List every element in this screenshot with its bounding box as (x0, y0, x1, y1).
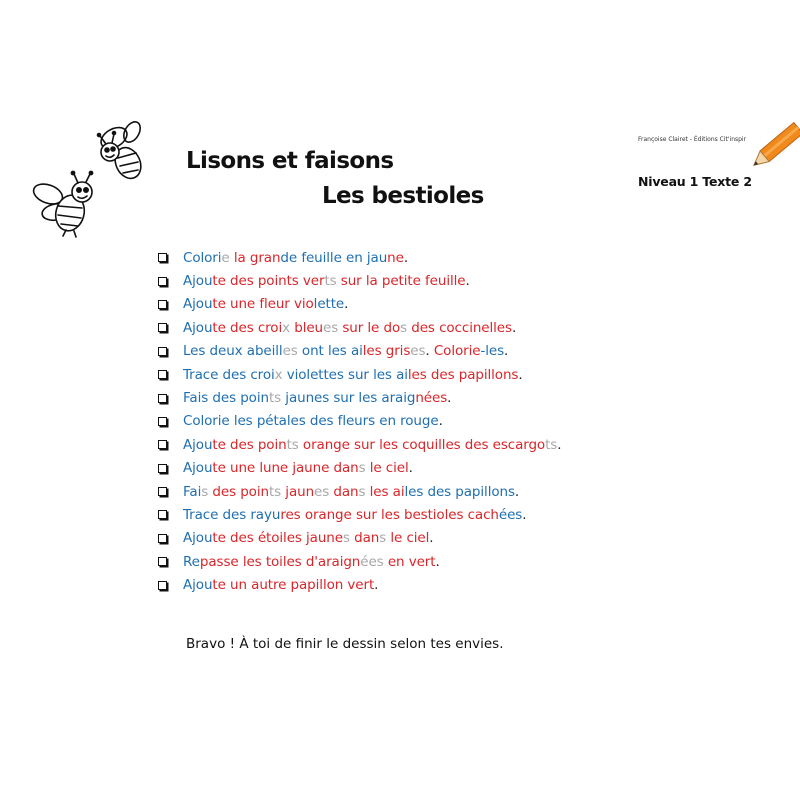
instruction-segment: rouge (400, 413, 439, 430)
instruction-segment: es (410, 343, 426, 360)
instruction-segment: toiles (265, 553, 302, 570)
orange-pencil-icon (748, 118, 800, 178)
instruction-segment: ts (268, 390, 282, 407)
instruction-segment: orange (302, 436, 350, 453)
instruction-segment: coccinelles (439, 319, 512, 336)
instruction-segment: ées (360, 553, 384, 570)
instruction-segment: jaunes (285, 390, 330, 407)
instruction-segment: ciel (385, 460, 409, 477)
instruction-segment: la (233, 249, 246, 266)
instruction-segment: . (522, 506, 527, 523)
instruction-item (158, 246, 561, 269)
instruction-segment: sur (333, 390, 355, 407)
instruction-text (183, 437, 561, 453)
instruction-segment: vert (347, 577, 375, 594)
instruction-item (158, 269, 561, 292)
instruction-segment: . (435, 553, 440, 570)
instruction-text (183, 250, 408, 266)
instruction-segment: des (230, 436, 254, 453)
instruction-segment: Les (183, 343, 206, 360)
instruction-segment: les (242, 553, 262, 570)
instruction-segment: les (362, 343, 382, 360)
instruction-segment: te (212, 460, 226, 477)
instruction-segment: jau (366, 249, 388, 266)
instruction-segment: Ajou (183, 436, 213, 453)
checkbox-square-icon[interactable] (158, 277, 167, 286)
instruction-segment: . (344, 296, 349, 313)
instruction-segment: s (342, 530, 350, 547)
checkbox-square-icon[interactable] (158, 581, 167, 590)
instruction-item (158, 316, 561, 339)
instruction-segment: rayu (250, 506, 281, 523)
instruction-segment: les (373, 366, 392, 383)
instruction-segment: les (369, 483, 389, 500)
instruction-segment: des (309, 413, 334, 430)
instruction-list (158, 246, 561, 597)
checkbox-square-icon[interactable] (158, 417, 167, 426)
instruction-segment: poin (240, 390, 269, 407)
checkbox-square-icon[interactable] (158, 323, 167, 332)
instruction-segment: vert (408, 553, 436, 570)
instruction-segment: jaune (292, 460, 330, 477)
instruction-segment: dan (354, 530, 380, 547)
instruction-segment: une (230, 296, 256, 313)
instruction-segment: des (230, 530, 254, 547)
instruction-segment: la (365, 273, 378, 290)
instruction-segment: croi (250, 366, 275, 383)
instruction-segment: ai (392, 483, 405, 500)
instruction-segment: lette (313, 296, 345, 313)
instruction-segment: s (379, 530, 387, 547)
instruction-segment: te (212, 577, 226, 594)
instruction-segment: . (447, 390, 452, 407)
checkbox-square-icon[interactable] (158, 557, 167, 566)
instruction-segment: une (230, 460, 256, 477)
instruction-segment: étoiles (257, 530, 302, 547)
instruction-segment: sur (348, 366, 369, 383)
instruction-text (183, 460, 413, 476)
instruction-segment: Ajou (183, 530, 213, 547)
instruction-segment: . (374, 577, 379, 594)
instruction-segment: jaun (285, 483, 315, 500)
instruction-item (158, 480, 561, 503)
instruction-item (158, 503, 561, 526)
instruction-segment: un (230, 577, 247, 594)
page-title-line1: Lisons et faisons (186, 148, 394, 174)
instruction-segment: Trace (183, 506, 219, 523)
instruction-segment: x (282, 319, 291, 336)
instruction-segment: te (212, 530, 226, 547)
instruction-segment: Ajou (183, 296, 213, 313)
instruction-segment: des (464, 436, 489, 453)
instruction-segment: points (257, 273, 299, 290)
instruction-segment: s (358, 483, 366, 500)
instruction-segment: Re (183, 553, 200, 570)
instruction-segment: les (407, 366, 427, 383)
instruction-item (158, 293, 561, 316)
instruction-segment: sur (355, 506, 377, 523)
instruction-segment: orange (304, 506, 352, 523)
instruction-segment: autre (251, 577, 287, 594)
instruction-segment: deux (209, 343, 243, 360)
instruction-text (183, 530, 433, 546)
instruction-item (158, 573, 561, 596)
instruction-segment: Trace (183, 366, 219, 383)
instruction-segment: des (222, 506, 247, 523)
level-label: Niveau 1 Texte 2 (638, 174, 752, 189)
instruction-segment: passe (199, 553, 239, 570)
instruction-segment: papillon (290, 577, 344, 594)
instruction-segment: Ajou (183, 319, 213, 336)
instruction-item (158, 340, 561, 363)
instruction-segment: Ajou (183, 273, 213, 290)
instruction-text (183, 577, 378, 593)
instruction-segment: . (465, 273, 470, 290)
instruction-item (158, 433, 561, 456)
instruction-segment: Fai (183, 483, 202, 500)
checkbox-square-icon[interactable] (158, 440, 167, 449)
instruction-segment: ts (545, 436, 558, 453)
instruction-segment: Colorie (183, 413, 230, 430)
instruction-segment: des (230, 319, 254, 336)
instruction-segment: d'araign (305, 553, 361, 570)
instruction-segment: des (222, 366, 247, 383)
instruction-segment: te (212, 296, 226, 313)
instruction-segment: dan (333, 483, 359, 500)
instruction-segment: des (430, 366, 455, 383)
instruction-segment: ts (324, 273, 337, 290)
instruction-segment: . (438, 413, 443, 430)
page-title-line2: Les bestioles (322, 183, 484, 209)
instruction-segment: Fais (183, 390, 209, 407)
instruction-segment: te (212, 319, 226, 336)
instruction-segment: sur (354, 436, 375, 453)
checkbox-square-icon[interactable] (158, 534, 167, 543)
instruction-segment: les (379, 436, 398, 453)
instruction-segment: les (358, 390, 378, 407)
instruction-segment: x (274, 366, 283, 383)
instruction-segment: bleu (294, 319, 324, 336)
instruction-segment: les (380, 506, 400, 523)
instruction-segment: poin (257, 436, 287, 453)
instruction-segment: ts (268, 483, 282, 500)
instruction-text (183, 367, 523, 383)
instruction-segment: es (314, 483, 330, 500)
instruction-segment: . (429, 530, 434, 547)
instruction-segment: des (212, 390, 236, 407)
instruction-segment: s (358, 460, 366, 477)
instruction-segment: . (504, 343, 509, 360)
checkbox-square-icon[interactable] (158, 300, 167, 309)
instruction-segment: . (403, 249, 409, 266)
checkbox-square-icon[interactable] (158, 464, 167, 473)
instruction-item (158, 410, 561, 433)
instruction-segment: jaune (306, 530, 343, 547)
instruction-text (183, 273, 470, 289)
instruction-item (158, 457, 561, 480)
instruction-segment: des (411, 319, 435, 336)
instruction-segment: es (323, 319, 339, 336)
checkbox-square-icon[interactable] (158, 510, 167, 519)
instruction-text (183, 413, 443, 429)
instruction-segment: petite (381, 273, 421, 290)
instruction-segment: ver (302, 273, 325, 290)
instruction-segment: e (221, 249, 230, 266)
instruction-segment: en (379, 413, 396, 430)
instruction-segment: fleur (259, 296, 290, 313)
instruction-segment: Ajou (183, 460, 213, 477)
instruction-text (183, 507, 526, 523)
instruction-segment: poin (240, 483, 269, 500)
instruction-segment: lune (259, 460, 289, 477)
instruction-segment: ont (301, 343, 324, 360)
instruction-text (183, 320, 516, 336)
instruction-segment: dan (333, 460, 359, 477)
instruction-segment: coquilles (402, 436, 461, 453)
instruction-segment: ciel (406, 530, 430, 547)
checkbox-square-icon[interactable] (158, 487, 167, 496)
instruction-segment: de (280, 249, 298, 266)
instruction-segment: gris (385, 343, 411, 360)
instruction-segment: . (514, 483, 520, 500)
instruction-segment: es (282, 343, 298, 360)
instruction-segment: papillons (455, 483, 515, 500)
instruction-segment: fleurs (337, 413, 376, 430)
instruction-segment: des (427, 483, 452, 500)
instruction-segment: bestioles (403, 506, 464, 523)
checkbox-square-icon[interactable] (158, 347, 167, 356)
checkbox-square-icon[interactable] (158, 370, 167, 379)
instruction-segment: en (387, 553, 405, 570)
bee-illustration-icon (30, 118, 180, 243)
checkbox-square-icon[interactable] (158, 394, 167, 403)
instruction-segment: ts (286, 436, 299, 453)
instruction-item (158, 363, 561, 386)
instruction-segment: sur (340, 273, 362, 290)
instruction-text (183, 390, 451, 406)
instruction-item (158, 386, 561, 409)
instruction-segment: papillons (458, 366, 519, 383)
instruction-segment: pétales (256, 413, 306, 430)
instruction-segment: gran (249, 249, 281, 266)
instruction-segment: . (557, 436, 562, 453)
instruction-segment: Colorie (433, 343, 481, 360)
instruction-segment: res (280, 506, 301, 523)
instruction-text (183, 554, 440, 570)
instruction-segment: Ajou (183, 577, 213, 594)
instruction-segment: Colori (183, 249, 222, 266)
instruction-segment: en (346, 249, 363, 266)
instruction-segment: sur (342, 319, 364, 336)
instruction-segment: des (230, 273, 254, 290)
instruction-segment: te (212, 436, 226, 453)
instruction-segment: cach (467, 506, 499, 523)
instruction-segment: nées (415, 390, 448, 407)
instruction-segment: croi (257, 319, 283, 336)
instruction-segment: . (425, 343, 430, 360)
instruction-item (158, 527, 561, 550)
instruction-segment: ai (396, 366, 408, 383)
instruction-segment: feuille (301, 249, 342, 266)
instruction-segment: les (404, 483, 424, 500)
instruction-text (183, 484, 519, 500)
instruction-segment: les (233, 413, 253, 430)
instruction-segment: le (367, 319, 380, 336)
credit-text: Françoise Clairet - Éditions Cit'inspir (638, 136, 747, 143)
checkbox-square-icon[interactable] (158, 253, 167, 262)
instruction-segment: . (511, 319, 517, 336)
instruction-segment: les (327, 343, 347, 360)
instruction-segment: le (369, 460, 382, 477)
instruction-segment: araig (381, 390, 416, 407)
instruction-segment: ne (387, 249, 404, 266)
instruction-segment: le (390, 530, 403, 547)
instruction-segment: s (201, 483, 209, 500)
instruction-segment: s (400, 319, 408, 336)
instruction-item (158, 550, 561, 573)
instruction-segment: vio (293, 296, 314, 313)
instruction-segment: escargo (492, 436, 546, 453)
instruction-segment: . (408, 460, 413, 477)
instruction-segment: . (518, 366, 523, 383)
instruction-segment: violettes (286, 366, 344, 383)
instruction-segment: ai (350, 343, 363, 360)
instruction-segment: feuille (425, 273, 466, 290)
instruction-segment: abeill (246, 343, 283, 360)
instruction-text (183, 296, 348, 312)
instruction-segment: -les (480, 343, 504, 360)
instruction-segment: ées (498, 506, 523, 523)
instruction-segment: do (383, 319, 401, 336)
instruction-segment: des (212, 483, 236, 500)
bravo-text: Bravo ! À toi de finir le dessin selon tes envies. (186, 636, 504, 652)
instruction-text (183, 343, 508, 359)
instruction-segment: te (212, 273, 226, 290)
